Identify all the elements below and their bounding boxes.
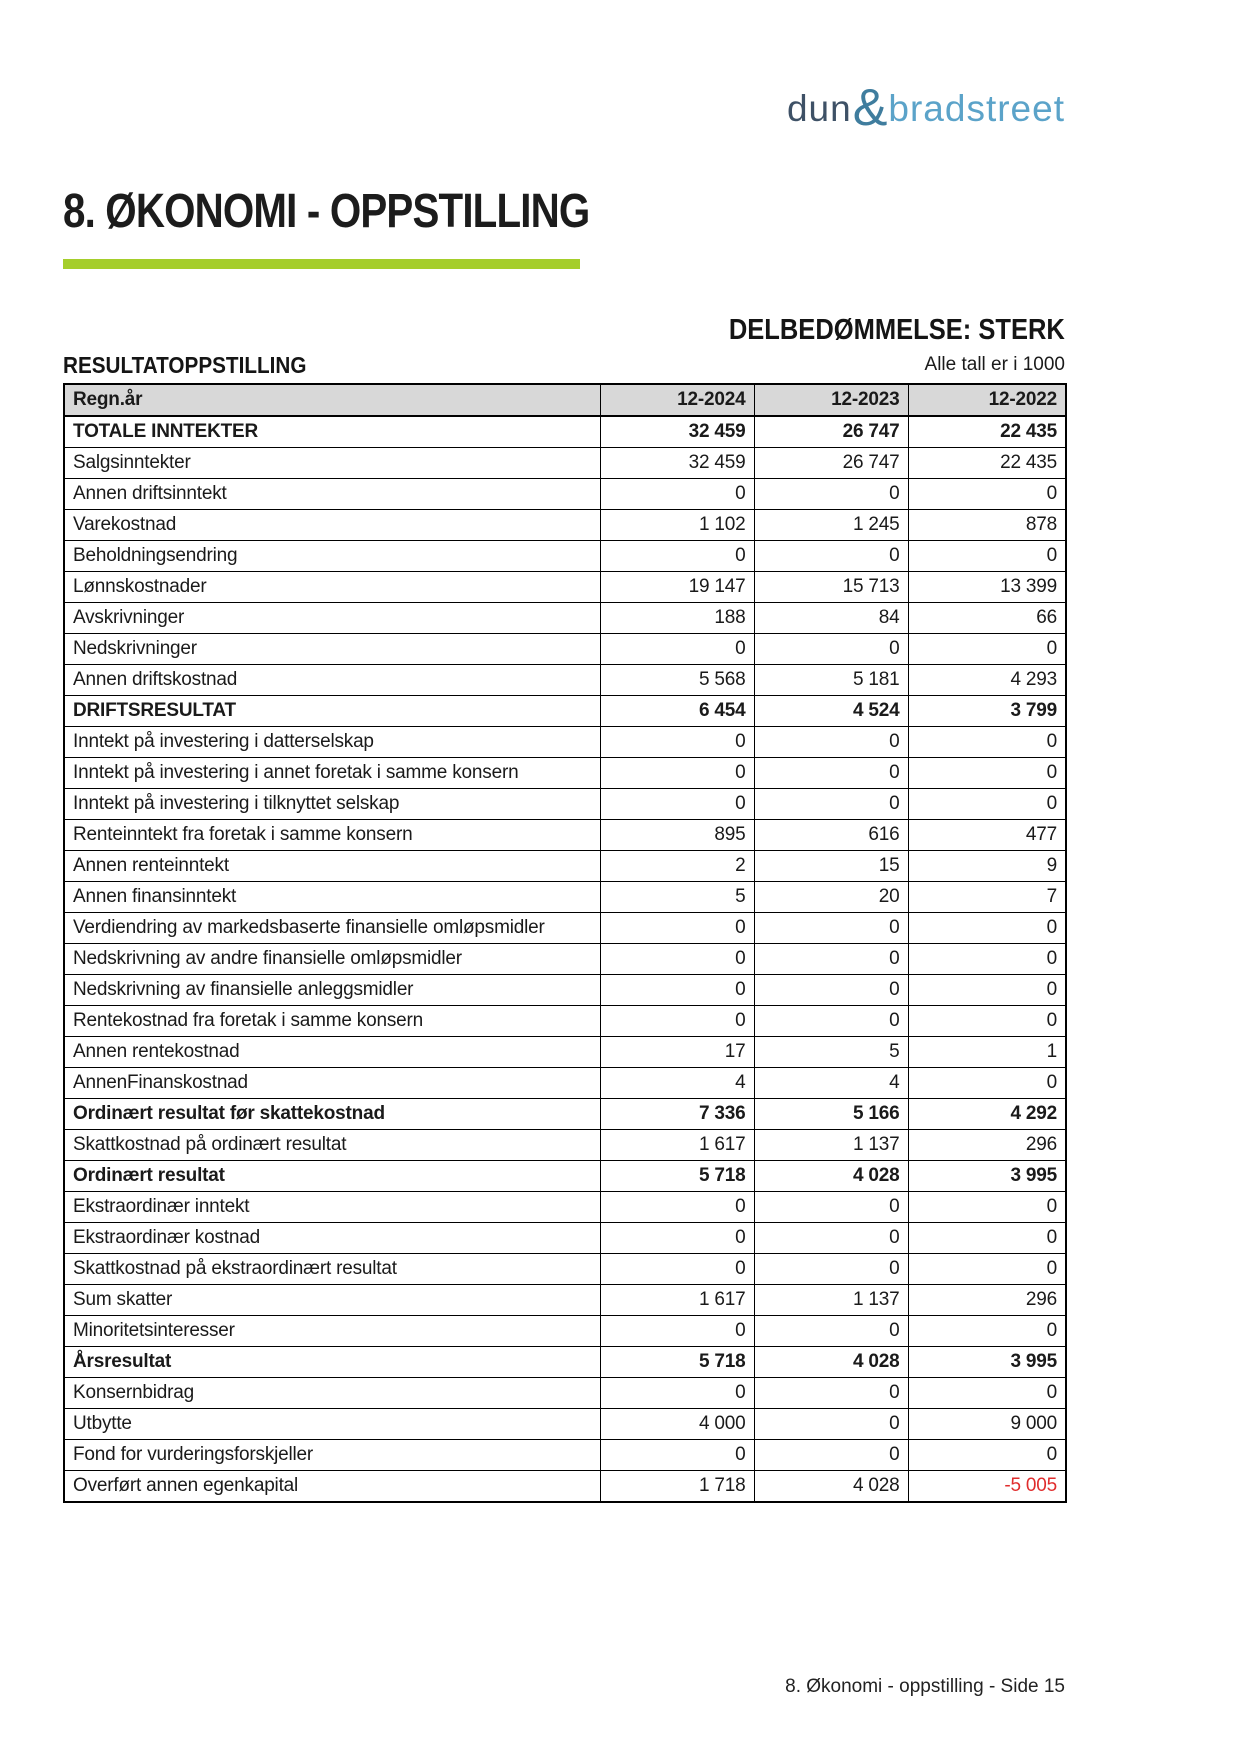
row-label: AnnenFinanskostnad (64, 1068, 600, 1099)
row-value-2023: 0 (754, 1440, 908, 1471)
results-table (63, 383, 1067, 1503)
table-row (64, 1254, 1066, 1285)
row-value-2022: 3 799 (908, 696, 1066, 727)
table-row (64, 1440, 1066, 1471)
row-value-2024: 0 (600, 1254, 754, 1285)
row-value-2024: 0 (600, 1440, 754, 1471)
row-value-2024: 32 459 (600, 448, 754, 479)
table-header-row (64, 384, 1066, 416)
row-label: Inntekt på investering i annet foretak i samme konsern (64, 758, 600, 789)
row-value-2023: 0 (754, 1006, 908, 1037)
logo-text-dun: dun (786, 88, 852, 129)
row-value-2022: 0 (908, 1006, 1066, 1037)
row-value-2023: 84 (754, 603, 908, 634)
row-value-2023: 15 (754, 851, 908, 882)
row-label: DRIFTSRESULTAT (64, 696, 600, 727)
row-value-2022: -5 005 (908, 1471, 1066, 1503)
table-row (64, 851, 1066, 882)
row-value-2022: 0 (908, 758, 1066, 789)
row-label: Renteinntekt fra foretak i samme konsern (64, 820, 600, 851)
row-value-2023: 4 028 (754, 1161, 908, 1192)
row-value-2022: 0 (908, 1192, 1066, 1223)
row-value-2024: 0 (600, 1006, 754, 1037)
row-label: Beholdningsendring (64, 541, 600, 572)
row-value-2023: 5 181 (754, 665, 908, 696)
row-value-2022: 0 (908, 789, 1066, 820)
row-value-2024: 0 (600, 1316, 754, 1347)
table-row (64, 758, 1066, 789)
page-footer: 8. Økonomi - oppstilling - Side 15 (785, 1676, 1065, 1697)
row-value-2022: 0 (908, 634, 1066, 665)
row-value-2022: 0 (908, 944, 1066, 975)
table-row (64, 1285, 1066, 1316)
row-value-2023: 0 (754, 1254, 908, 1285)
row-label: Ordinært resultat (64, 1161, 600, 1192)
row-value-2022: 9 000 (908, 1409, 1066, 1440)
row-value-2024: 0 (600, 789, 754, 820)
row-value-2024: 5 718 (600, 1347, 754, 1378)
row-label: Fond for vurderingsforskjeller (64, 1440, 600, 1471)
table-row (64, 1316, 1066, 1347)
row-value-2022: 13 399 (908, 572, 1066, 603)
column-header-2023: 12-2023 (754, 384, 908, 416)
table-row (64, 634, 1066, 665)
table-row (64, 696, 1066, 727)
row-value-2022: 0 (908, 1440, 1066, 1471)
row-value-2024: 1 617 (600, 1130, 754, 1161)
table-row (64, 1378, 1066, 1409)
row-value-2023: 4 (754, 1068, 908, 1099)
row-value-2022: 878 (908, 510, 1066, 541)
row-value-2023: 0 (754, 541, 908, 572)
row-label: Ekstraordinær kostnad (64, 1223, 600, 1254)
row-value-2023: 0 (754, 1316, 908, 1347)
table-row (64, 1130, 1066, 1161)
row-label: Inntekt på investering i datterselskap (64, 727, 600, 758)
table-row (64, 1223, 1066, 1254)
row-value-2023: 1 245 (754, 510, 908, 541)
row-value-2023: 0 (754, 1223, 908, 1254)
row-value-2024: 0 (600, 727, 754, 758)
logo-text-bradstreet: bradstreet (888, 88, 1065, 129)
row-value-2024: 0 (600, 541, 754, 572)
title-accent-bar (63, 259, 580, 269)
row-value-2024: 7 336 (600, 1099, 754, 1130)
row-label: Sum skatter (64, 1285, 600, 1316)
row-value-2023: 5 (754, 1037, 908, 1068)
row-value-2023: 5 166 (754, 1099, 908, 1130)
row-label: Ekstraordinær inntekt (64, 1192, 600, 1223)
row-label: Salgsinntekter (64, 448, 600, 479)
row-label: Varekostnad (64, 510, 600, 541)
row-value-2024: 0 (600, 1192, 754, 1223)
row-label: Ordinært resultat før skattekostnad (64, 1099, 600, 1130)
row-label: Årsresultat (64, 1347, 600, 1378)
row-label: Inntekt på investering i tilknyttet selskap (64, 789, 600, 820)
row-value-2023: 26 747 (754, 448, 908, 479)
row-value-2022: 22 435 (908, 416, 1066, 448)
row-value-2022: 22 435 (908, 448, 1066, 479)
row-value-2024: 17 (600, 1037, 754, 1068)
table-row (64, 975, 1066, 1006)
table-row (64, 541, 1066, 572)
row-label: Avskrivninger (64, 603, 600, 634)
row-label: Annen rentekostnad (64, 1037, 600, 1068)
row-value-2022: 0 (908, 913, 1066, 944)
row-value-2023: 0 (754, 913, 908, 944)
row-value-2024: 0 (600, 913, 754, 944)
row-value-2024: 4 000 (600, 1409, 754, 1440)
table-row (64, 1192, 1066, 1223)
row-label: Rentekostnad fra foretak i samme konsern (64, 1006, 600, 1037)
row-value-2024: 0 (600, 1223, 754, 1254)
results-table-wrap (63, 383, 1065, 1503)
page-title: 8. ØKONOMI - OPPSTILLING (63, 185, 590, 238)
row-value-2023: 0 (754, 975, 908, 1006)
row-value-2023: 0 (754, 1409, 908, 1440)
row-value-2022: 0 (908, 727, 1066, 758)
row-value-2023: 1 137 (754, 1285, 908, 1316)
row-value-2024: 2 (600, 851, 754, 882)
table-row (64, 1068, 1066, 1099)
row-value-2022: 0 (908, 1223, 1066, 1254)
row-value-2023: 616 (754, 820, 908, 851)
row-value-2022: 296 (908, 1130, 1066, 1161)
row-value-2022: 0 (908, 1254, 1066, 1285)
table-row (64, 1409, 1066, 1440)
row-label: Utbytte (64, 1409, 600, 1440)
row-value-2023: 4 028 (754, 1471, 908, 1503)
row-value-2022: 0 (908, 541, 1066, 572)
results-table-body (64, 416, 1066, 1502)
row-value-2024: 188 (600, 603, 754, 634)
column-header-2022: 12-2022 (908, 384, 1066, 416)
row-label: Annen finansinntekt (64, 882, 600, 913)
section-title: RESULTATOPPSTILLING (63, 352, 307, 378)
row-value-2023: 0 (754, 758, 908, 789)
row-value-2022: 66 (908, 603, 1066, 634)
row-value-2022: 4 292 (908, 1099, 1066, 1130)
row-value-2022: 0 (908, 1068, 1066, 1099)
table-row (64, 665, 1066, 696)
row-label: Minoritetsinteresser (64, 1316, 600, 1347)
row-value-2022: 0 (908, 1378, 1066, 1409)
row-label: Nedskrivning av finansielle anleggsmidler (64, 975, 600, 1006)
row-label: Lønnskostnader (64, 572, 600, 603)
row-label: Nedskrivning av andre finansielle omløpsmidler (64, 944, 600, 975)
row-value-2023: 0 (754, 727, 908, 758)
row-value-2024: 32 459 (600, 416, 754, 448)
row-value-2024: 5 568 (600, 665, 754, 696)
row-value-2023: 0 (754, 1192, 908, 1223)
row-label: Overført annen egenkapital (64, 1471, 600, 1503)
dun-bradstreet-logo (786, 74, 1065, 137)
row-value-2024: 0 (600, 758, 754, 789)
table-row (64, 944, 1066, 975)
table-row (64, 1099, 1066, 1130)
row-value-2024: 5 (600, 882, 754, 913)
units-note: Alle tall er i 1000 (924, 354, 1065, 375)
table-row (64, 572, 1066, 603)
row-label: Nedskrivninger (64, 634, 600, 665)
row-value-2023: 0 (754, 634, 908, 665)
row-value-2023: 20 (754, 882, 908, 913)
row-value-2022: 7 (908, 882, 1066, 913)
row-value-2022: 9 (908, 851, 1066, 882)
row-value-2023: 1 137 (754, 1130, 908, 1161)
table-row (64, 1347, 1066, 1378)
row-label: Skattkostnad på ekstraordinært resultat (64, 1254, 600, 1285)
row-label: Annen renteinntekt (64, 851, 600, 882)
row-value-2022: 0 (908, 1316, 1066, 1347)
row-value-2022: 3 995 (908, 1161, 1066, 1192)
table-row (64, 1006, 1066, 1037)
assessment-label: DELBEDØMMELSE: STERK (728, 314, 1065, 346)
table-row (64, 789, 1066, 820)
table-row (64, 416, 1066, 448)
row-value-2023: 0 (754, 479, 908, 510)
row-value-2024: 19 147 (600, 572, 754, 603)
row-value-2024: 1 617 (600, 1285, 754, 1316)
row-value-2023: 15 713 (754, 572, 908, 603)
table-row (64, 1037, 1066, 1068)
row-value-2022: 0 (908, 975, 1066, 1006)
row-value-2022: 0 (908, 479, 1066, 510)
row-value-2022: 296 (908, 1285, 1066, 1316)
row-label: Verdiendring av markedsbaserte finansielle omløpsmidler (64, 913, 600, 944)
table-row (64, 479, 1066, 510)
row-value-2024: 1 718 (600, 1471, 754, 1503)
row-value-2023: 26 747 (754, 416, 908, 448)
row-label: Annen driftskostnad (64, 665, 600, 696)
row-value-2024: 0 (600, 1378, 754, 1409)
column-header-regnaar: Regn.år (64, 384, 600, 416)
row-label: Konsernbidrag (64, 1378, 600, 1409)
row-value-2024: 0 (600, 479, 754, 510)
row-value-2024: 1 102 (600, 510, 754, 541)
row-value-2024: 6 454 (600, 696, 754, 727)
content-area (63, 0, 1065, 1754)
table-row (64, 603, 1066, 634)
column-header-2024: 12-2024 (600, 384, 754, 416)
table-row (64, 913, 1066, 944)
row-value-2022: 477 (908, 820, 1066, 851)
row-value-2023: 4 028 (754, 1347, 908, 1378)
row-value-2023: 0 (754, 1378, 908, 1409)
row-value-2023: 4 524 (754, 696, 908, 727)
row-label: Annen driftsinntekt (64, 479, 600, 510)
row-label: Skattkostnad på ordinært resultat (64, 1130, 600, 1161)
table-row (64, 882, 1066, 913)
table-row (64, 510, 1066, 541)
table-row (64, 448, 1066, 479)
table-row (64, 820, 1066, 851)
table-row (64, 1471, 1066, 1503)
table-row (64, 1161, 1066, 1192)
ampersand-icon: & (852, 79, 888, 137)
row-value-2022: 4 293 (908, 665, 1066, 696)
row-value-2024: 895 (600, 820, 754, 851)
table-row (64, 727, 1066, 758)
row-value-2022: 3 995 (908, 1347, 1066, 1378)
row-value-2023: 0 (754, 789, 908, 820)
row-value-2024: 4 (600, 1068, 754, 1099)
row-value-2024: 0 (600, 944, 754, 975)
row-label: TOTALE INNTEKTER (64, 416, 600, 448)
row-value-2022: 1 (908, 1037, 1066, 1068)
row-value-2024: 0 (600, 634, 754, 665)
row-value-2023: 0 (754, 944, 908, 975)
row-value-2024: 5 718 (600, 1161, 754, 1192)
row-value-2024: 0 (600, 975, 754, 1006)
